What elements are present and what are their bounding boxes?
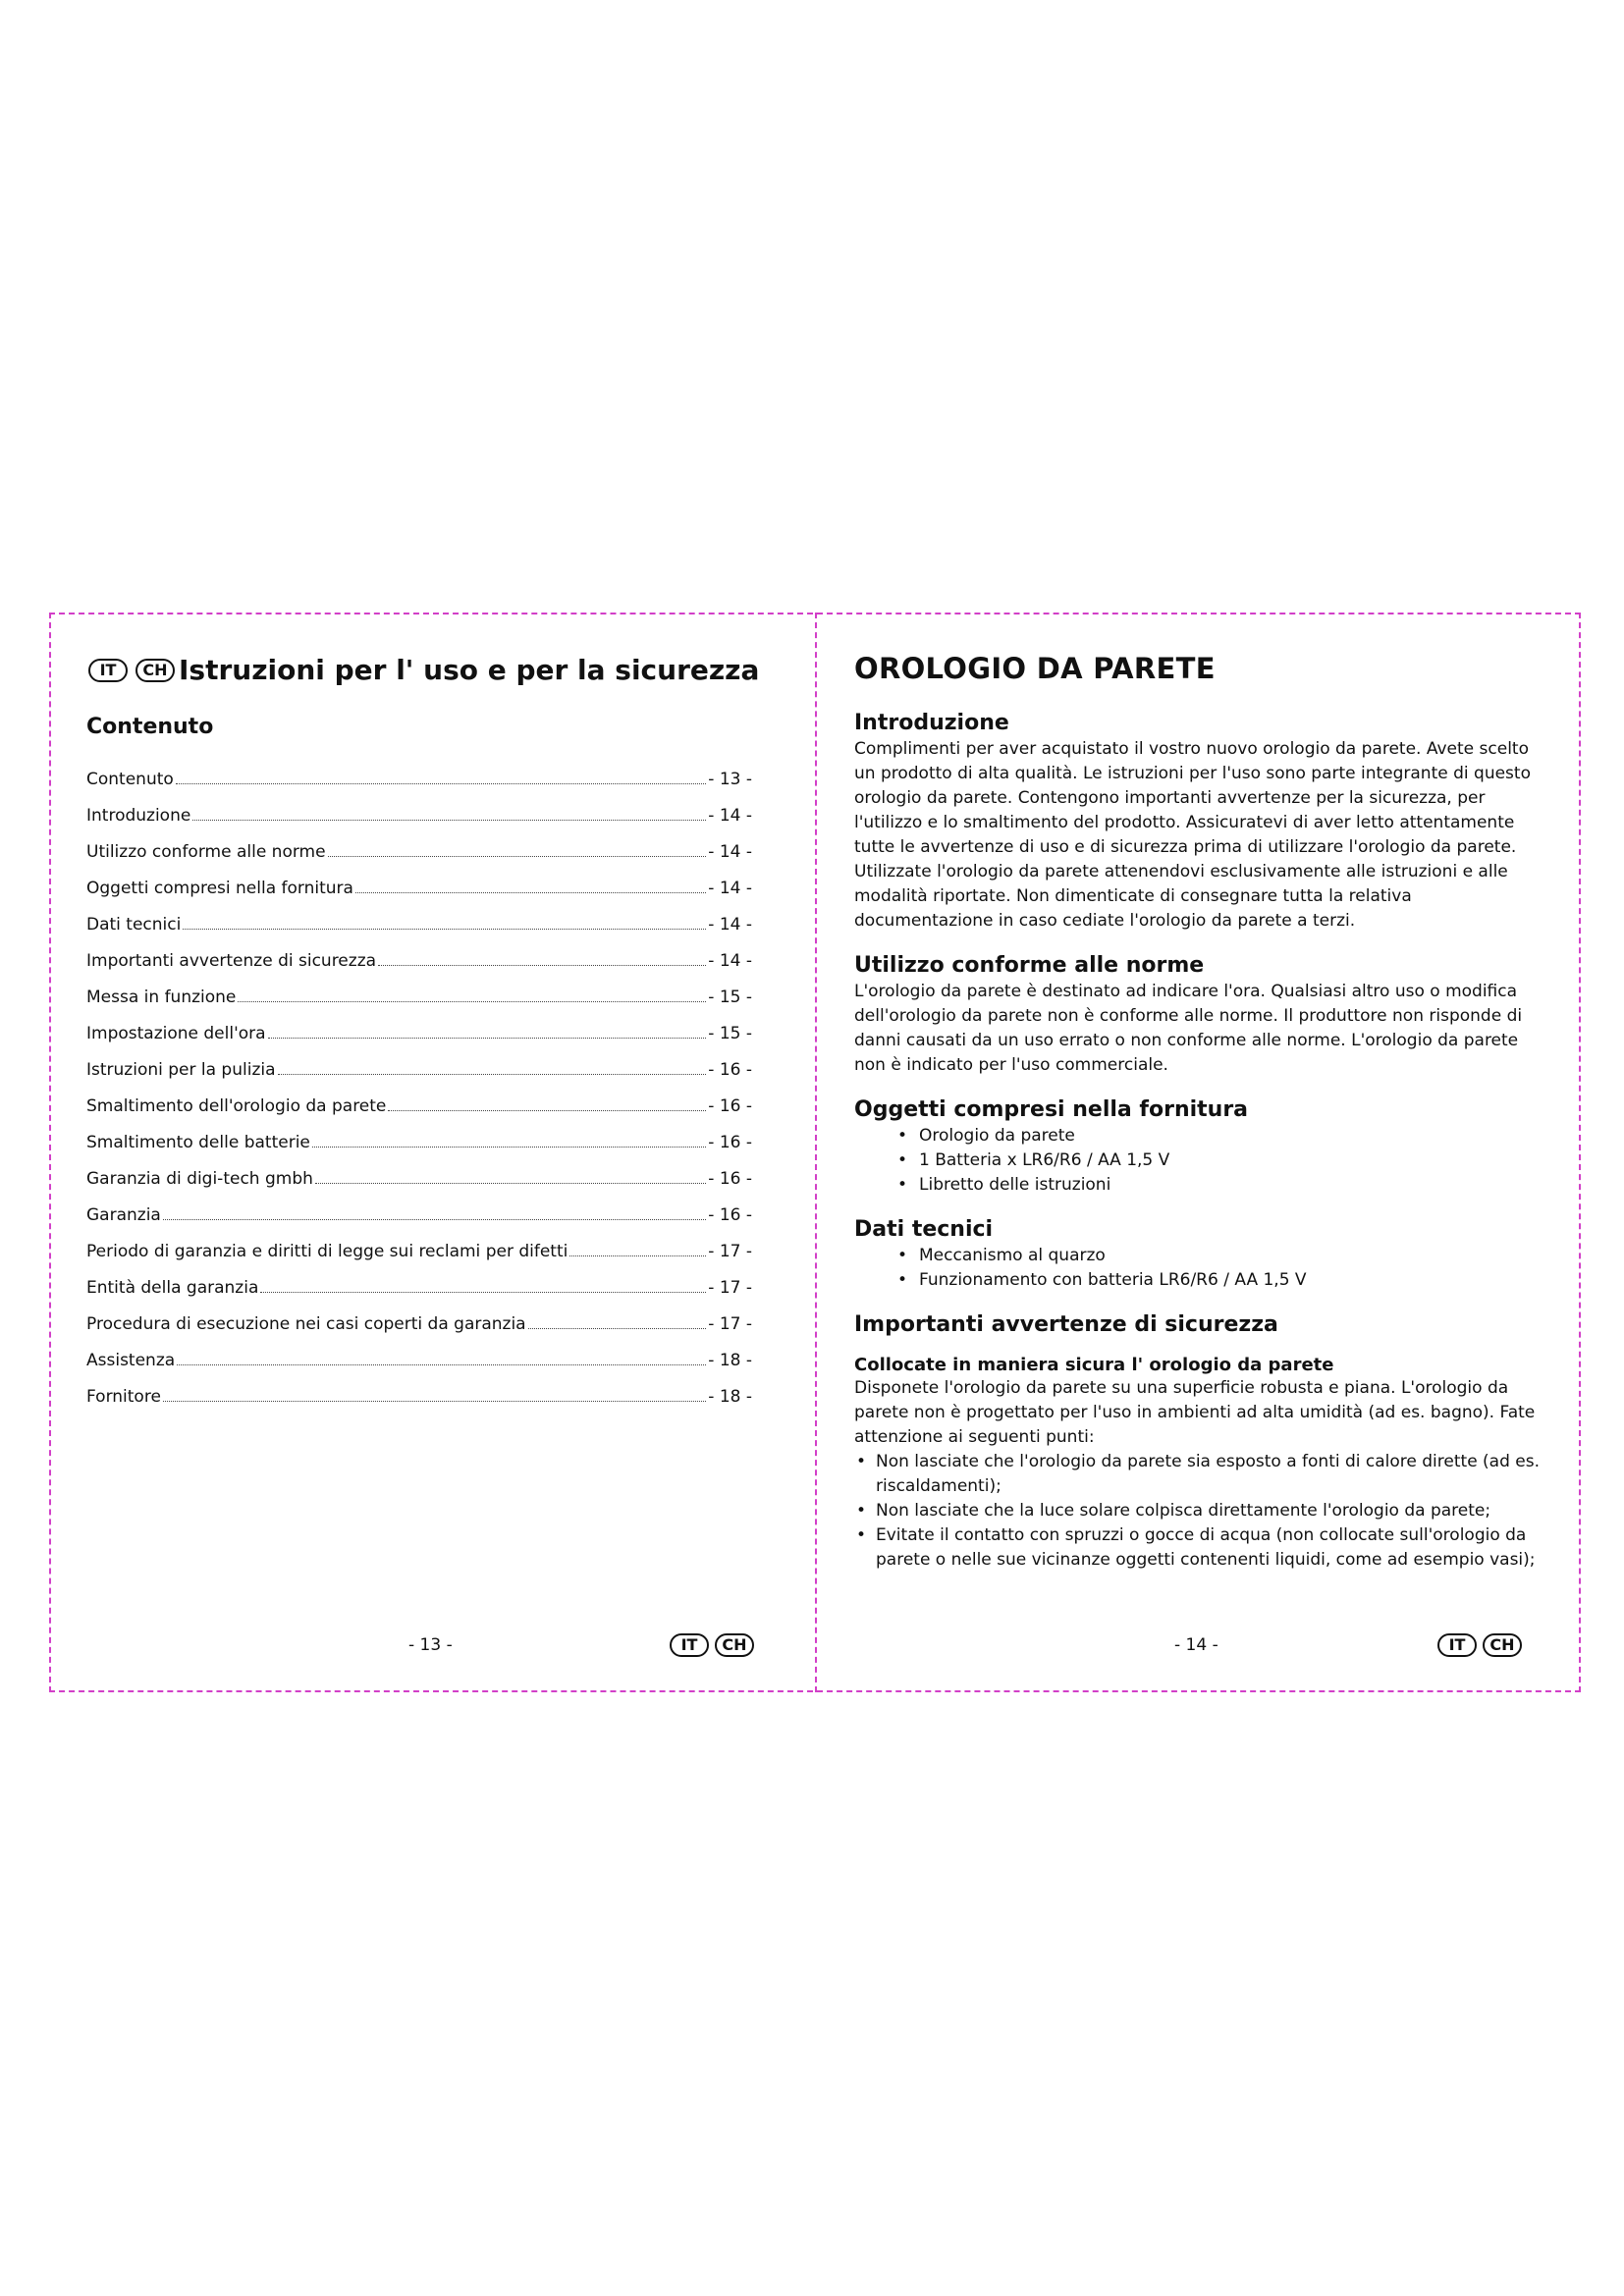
list-item: • Orologio da parete bbox=[919, 1124, 1551, 1148]
toc-entry-title: Importanti avvertenze di sicurezza bbox=[86, 951, 377, 971]
list-item: • Non lasciate che la luce solare colpisca direttamente l'orologio da parete; bbox=[876, 1499, 1551, 1523]
toc-entry[interactable] bbox=[86, 879, 752, 915]
toc-entry-page: - 17 - bbox=[708, 1278, 752, 1298]
contents-list bbox=[854, 1124, 1551, 1198]
toc-leader bbox=[163, 1219, 706, 1220]
toc-entry[interactable] bbox=[86, 951, 752, 988]
country-badge-it: IT bbox=[1437, 1633, 1477, 1657]
toc-entry-title: Garanzia di digi-tech gmbh bbox=[86, 1169, 313, 1189]
toc-leader bbox=[183, 929, 706, 930]
toc-leader bbox=[569, 1255, 706, 1256]
page-number: - 14 - bbox=[1174, 1635, 1218, 1655]
footer-country-badges bbox=[670, 1633, 754, 1657]
toc-entry[interactable] bbox=[86, 1060, 752, 1096]
toc-entry-page: - 14 - bbox=[708, 951, 752, 971]
toc-entry-page: - 13 - bbox=[708, 770, 752, 789]
section-heading: Utilizzo conforme alle norme bbox=[854, 953, 1205, 978]
section-text: Complimenti per aver acquistato il vostro nuovo orologio da parete. Avete scelto un prodotto di alta qualità. Le istruzioni per l'uso sono parte integrante di questo orologio da parete. Contengono importanti avvertenze per la sicurezza, per l'utilizzo e lo smaltimento del prodotto. Assicuratevi di aver letto attentamente tutte le avvertenze di uso e di sicurezza prima di utilizzare l'orologio da parete. Utilizzate l'orologio da parete attenendovi esclusivamente alle istruzioni e alle modalità riportate. Non dimenticate di consegnare tutta la relativa documentazione in caso cediate l'orologio da parete a terzi. bbox=[854, 739, 1531, 931]
toc-entry[interactable] bbox=[86, 915, 752, 951]
left-page-header bbox=[88, 654, 759, 686]
toc-entry[interactable] bbox=[86, 1133, 752, 1169]
toc-entry[interactable] bbox=[86, 1387, 752, 1423]
country-badge-it: IT bbox=[88, 659, 128, 682]
page-number: - 13 - bbox=[408, 1635, 453, 1655]
safety-subheading: Collocate in maniera sicura l' orologio da parete bbox=[854, 1355, 1334, 1375]
toc-entry-page: - 16 - bbox=[708, 1133, 752, 1152]
toc-entry[interactable] bbox=[86, 842, 752, 879]
toc-entry-page: - 17 - bbox=[708, 1242, 752, 1261]
section-text: L'orologio da parete è destinato ad indicare l'ora. Qualsiasi altro uso o modifica dell'orologio da parete non è conforme alle norme. Il produttore non risponde di danni causati da un uso errato o non conforme alle norme. L'orologio da parete non è indicato per l'uso commerciale. bbox=[854, 982, 1523, 1075]
country-badge-ch: CH bbox=[715, 1633, 754, 1657]
toc-leader bbox=[163, 1401, 706, 1402]
list-item: • Meccanismo al quarzo bbox=[919, 1244, 1551, 1268]
toc-entry[interactable] bbox=[86, 1205, 752, 1242]
toc-entry[interactable] bbox=[86, 1024, 752, 1060]
country-badge-ch: CH bbox=[1483, 1633, 1522, 1657]
list-item: • Non lasciate che l'orologio da parete sia esposto a fonti di calore dirette (ad es. riscaldamenti); bbox=[876, 1450, 1551, 1499]
list-item: • Funzionamento con batteria LR6/R6 / AA 1,5 V bbox=[919, 1268, 1551, 1293]
toc-entry-page: - 15 - bbox=[708, 988, 752, 1007]
section-heading: Dati tecnici bbox=[854, 1217, 994, 1242]
section-heading: Importanti avvertenze di sicurezza bbox=[854, 1312, 1278, 1337]
toc-entry[interactable] bbox=[86, 1242, 752, 1278]
section-package-contents bbox=[854, 1097, 1551, 1198]
section-technical-data bbox=[854, 1217, 1551, 1293]
toc-entry-title: Istruzioni per la pulizia bbox=[86, 1060, 276, 1080]
toc-entry-title: Contenuto bbox=[86, 770, 174, 789]
section-text: Disponete l'orologio da parete su una superficie robusta e piana. L'orologio da parete non è progettato per l'uso in ambienti ad alta umidità (ad es. bagno). Fate attenzione ai seguenti punti: bbox=[854, 1378, 1536, 1447]
toc-entry-page: - 16 - bbox=[708, 1096, 752, 1116]
country-badge-it: IT bbox=[670, 1633, 709, 1657]
toc-leader bbox=[328, 856, 707, 857]
toc-entry[interactable] bbox=[86, 1351, 752, 1387]
toc-entry-title: Periodo di garanzia e diritti di legge sui reclami per difetti bbox=[86, 1242, 568, 1261]
toc-leader bbox=[355, 892, 706, 893]
toc-entry[interactable] bbox=[86, 1096, 752, 1133]
toc-leader bbox=[278, 1074, 707, 1075]
toc-entry-title: Fornitore bbox=[86, 1387, 161, 1407]
toc-leader bbox=[378, 965, 706, 966]
toc-entry-page: - 14 - bbox=[708, 842, 752, 862]
table-of-contents bbox=[86, 770, 752, 1423]
toc-entry-title: Oggetti compresi nella fornitura bbox=[86, 879, 353, 898]
toc-entry-title: Assistenza bbox=[86, 1351, 176, 1370]
toc-entry-title: Introduzione bbox=[86, 806, 191, 826]
section-heading: Introduzione bbox=[854, 711, 1009, 735]
toc-entry-page: - 14 - bbox=[708, 806, 752, 826]
toc-entry-page: - 14 - bbox=[708, 915, 752, 934]
left-page bbox=[51, 613, 815, 1692]
section-heading: Oggetti compresi nella fornitura bbox=[854, 1097, 1249, 1122]
toc-entry-title: Smaltimento dell'orologio da parete bbox=[86, 1096, 387, 1116]
safety-list bbox=[854, 1450, 1551, 1573]
section-safety bbox=[854, 1312, 1551, 1573]
toc-entry-title: Utilizzo conforme alle norme bbox=[86, 842, 326, 862]
toc-leader bbox=[238, 1001, 706, 1002]
toc-heading: Contenuto bbox=[86, 715, 214, 739]
page-title: Istruzioni per l' uso e per la sicurezza bbox=[179, 654, 760, 686]
toc-entry-title: Smaltimento delle batterie bbox=[86, 1133, 310, 1152]
toc-leader bbox=[260, 1292, 706, 1293]
product-title: OROLOGIO DA PARETE bbox=[854, 652, 1216, 685]
toc-entry[interactable] bbox=[86, 770, 752, 806]
section-introduction bbox=[854, 711, 1551, 934]
toc-entry-page: - 16 - bbox=[708, 1169, 752, 1189]
toc-leader bbox=[315, 1183, 706, 1184]
toc-entry-title: Dati tecnici bbox=[86, 915, 182, 934]
toc-leader bbox=[268, 1038, 707, 1039]
toc-entry-title: Impostazione dell'ora bbox=[86, 1024, 266, 1043]
right-page bbox=[817, 613, 1579, 1692]
toc-leader bbox=[312, 1147, 706, 1148]
right-page-content bbox=[854, 652, 1551, 1573]
toc-leader bbox=[177, 1364, 706, 1365]
toc-entry-title: Messa in funzione bbox=[86, 988, 237, 1007]
toc-leader bbox=[192, 820, 706, 821]
toc-leader bbox=[388, 1110, 706, 1111]
toc-entry-page: - 15 - bbox=[708, 1024, 752, 1043]
toc-entry[interactable] bbox=[86, 988, 752, 1024]
footer-country-badges bbox=[1437, 1633, 1522, 1657]
toc-entry[interactable] bbox=[86, 1278, 752, 1314]
toc-entry-title: Garanzia bbox=[86, 1205, 161, 1225]
toc-entry-title: Procedura di esecuzione nei casi coperti da garanzia bbox=[86, 1314, 526, 1334]
list-item: • 1 Batteria x LR6/R6 / AA 1,5 V bbox=[919, 1148, 1551, 1173]
tech-list bbox=[854, 1244, 1551, 1293]
toc-leader bbox=[176, 783, 706, 784]
section-intended-use bbox=[854, 953, 1551, 1078]
toc-entry-page: - 17 - bbox=[708, 1314, 752, 1334]
toc-entry[interactable] bbox=[86, 806, 752, 842]
toc-entry-page: - 18 - bbox=[708, 1387, 752, 1407]
toc-entry-page: - 16 - bbox=[708, 1205, 752, 1225]
list-item: • Evitate il contatto con spruzzi o gocce di acqua (non collocate sull'orologio da parete o nelle sue vicinanze oggetti contenenti liquidi, come ad esempio vasi); bbox=[876, 1523, 1551, 1573]
toc-entry-page: - 14 - bbox=[708, 879, 752, 898]
toc-entry-page: - 18 - bbox=[708, 1351, 752, 1370]
toc-entry[interactable] bbox=[86, 1314, 752, 1351]
toc-entry-page: - 16 - bbox=[708, 1060, 752, 1080]
country-badge-ch: CH bbox=[135, 659, 175, 682]
toc-entry-title: Entità della garanzia bbox=[86, 1278, 259, 1298]
toc-leader bbox=[528, 1328, 707, 1329]
list-item: • Libretto delle istruzioni bbox=[919, 1173, 1551, 1198]
toc-entry[interactable] bbox=[86, 1169, 752, 1205]
